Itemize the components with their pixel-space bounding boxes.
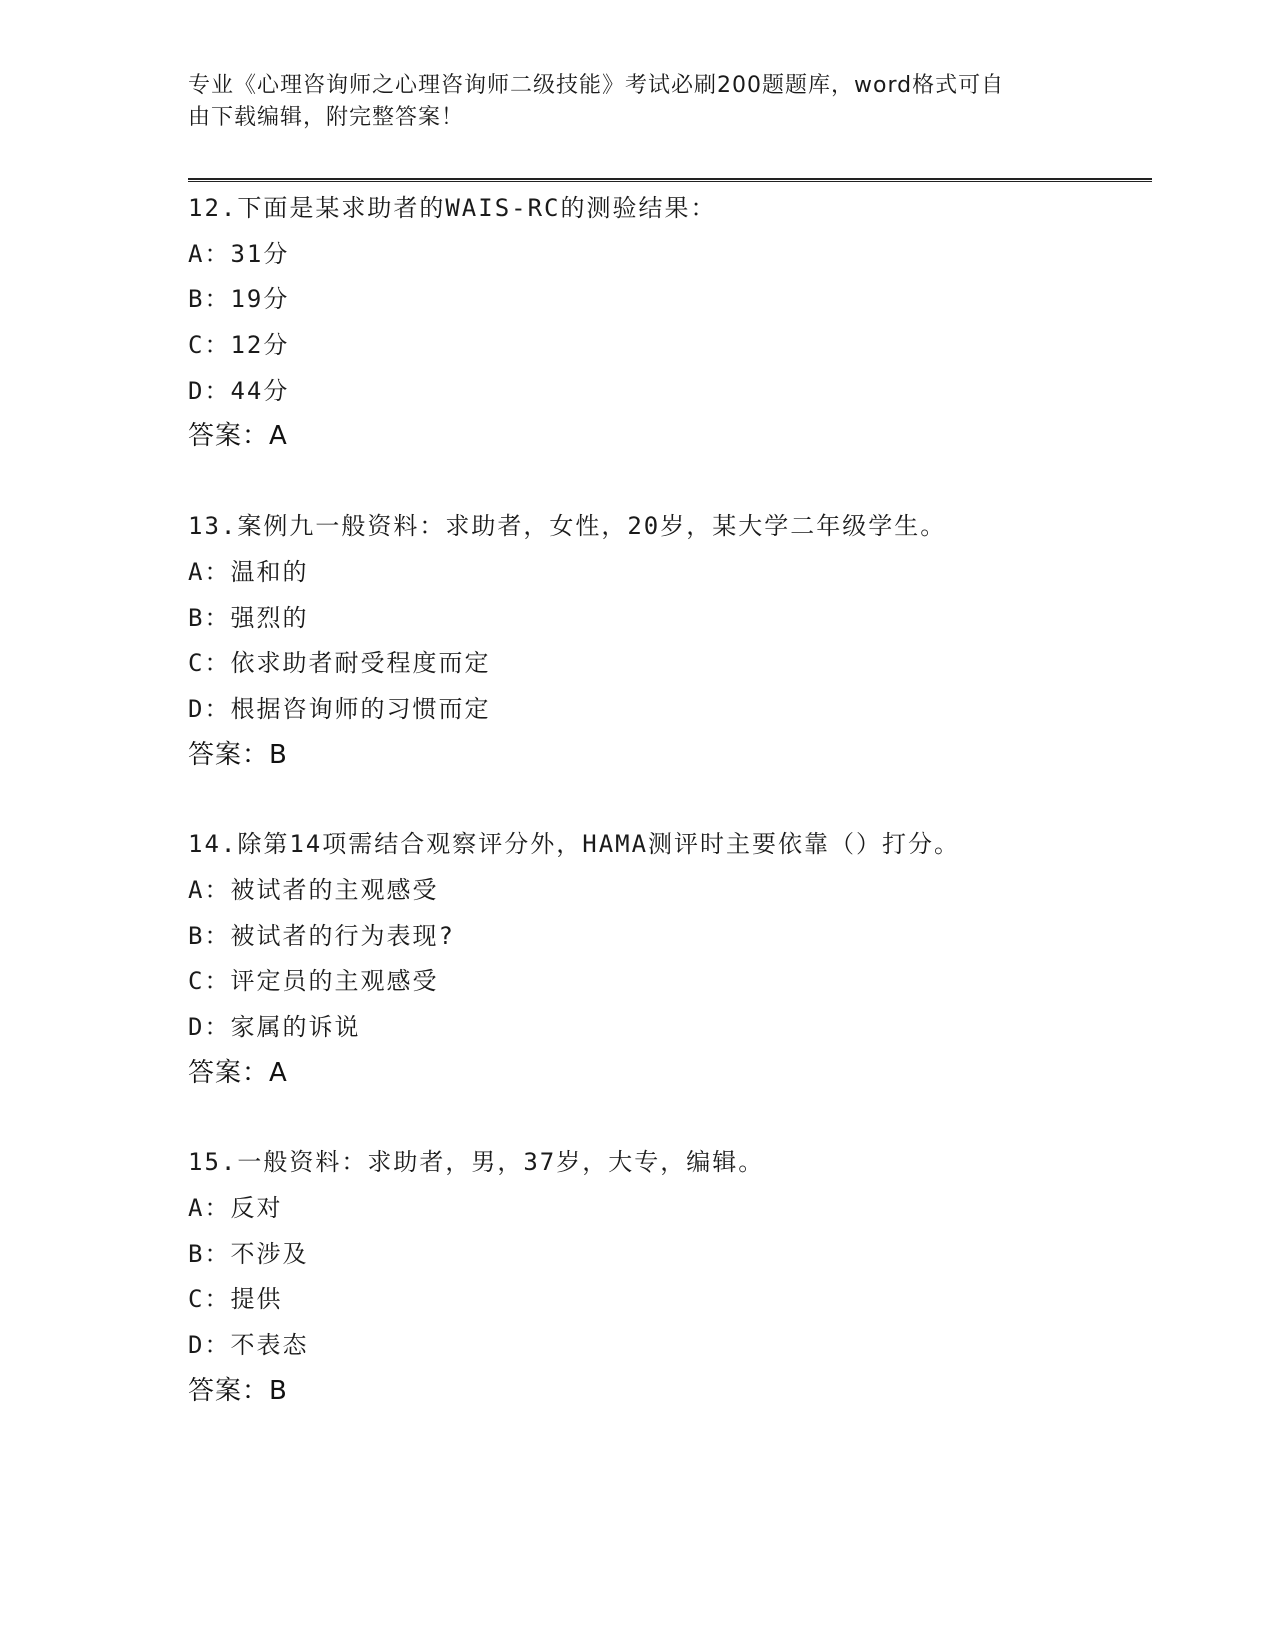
page-header: [188, 70, 1088, 134]
answer: 答案：B: [188, 739, 288, 770]
option-a: A：温和的: [188, 557, 309, 586]
question-14: [188, 822, 1148, 1096]
option-b: B：19分: [188, 285, 290, 314]
question-13: [188, 504, 1148, 778]
question-15: [188, 1140, 1148, 1414]
option-d: D：不表态: [188, 1331, 309, 1360]
answer: 答案：B: [188, 1375, 288, 1406]
option-d: D：家属的诉说: [188, 1013, 361, 1041]
question-12: [188, 186, 1148, 460]
option-a: A：31分: [188, 239, 290, 268]
option-b: B：强烈的: [188, 603, 309, 632]
answer: 答案：A: [188, 1057, 288, 1088]
option-c: C：依求助者耐受程度而定: [188, 649, 491, 678]
question-stem: 15.一般资料：求助者，男，37岁，大专，编辑。: [188, 1148, 765, 1177]
option-c: C：评定员的主观感受: [188, 967, 439, 996]
header-line-2: 由下载编辑，附完整答案！: [188, 105, 465, 130]
option-d: D：44分: [188, 376, 290, 405]
answer: 答案：A: [188, 421, 288, 452]
question-stem: 12.下面是某求助者的WAIS-RC的测验结果：: [188, 194, 717, 222]
option-b: B：被试者的行为表现?: [188, 921, 455, 950]
option-a: A：反对: [188, 1194, 283, 1223]
header-line-1: 专业《心理咨询师之心理咨询师二级技能》考试必刷200题题库，word格式可自: [188, 73, 1005, 98]
header-divider: [188, 178, 1152, 182]
option-a: A：被试者的主观感受: [188, 875, 439, 904]
option-b: B：不涉及: [188, 1239, 309, 1268]
question-list: [188, 186, 1148, 1459]
question-stem: 13.案例九一般资料：求助者，女性，20岁，某大学二年级学生。: [188, 512, 947, 541]
option-c: C：提供: [188, 1285, 283, 1314]
question-stem: 14.除第14项需结合观察评分外，HAMA测评时主要依靠（）打分。: [188, 830, 961, 859]
option-d: D：根据咨询师的习惯而定: [188, 694, 491, 723]
option-c: C：12分: [188, 331, 290, 360]
